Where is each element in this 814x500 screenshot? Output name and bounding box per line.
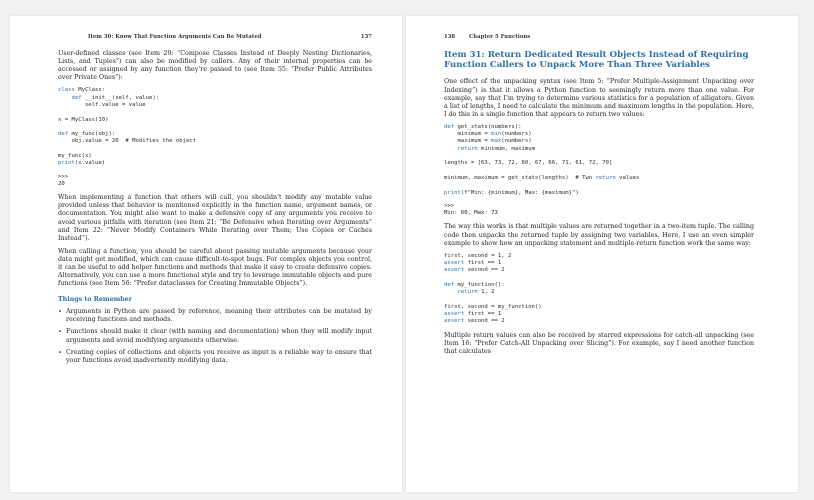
right-output-1: >>> Min: 60, Max: 73 [444,202,498,217]
left-paragraph-2: When implementing a function that others will call, you shouldn’t modify any mutable value provided unless that behavior is mentioned explicitly in the function name, argument names, or documentation. You might also want to make a defensive copy of any arguments you receive to avoid various pitfalls with iteration (see Item 21: “Be Defensive when Iterating over Arguments” and Item 22: “Never Modify Containers While Iterating over Them; Use Copies or Caches Instead”). [58,194,372,242]
right-code-block-2: first, second = 1, 2 assert first == 1 assert second == 2 def my_function(): return 1, 2 first, second = my_function() assert first == 1 assert second == 2 [444,252,542,325]
left-paragraph-3: When calling a function, you should be careful about passing mutable arguments because your data might get modified, which can cause difficult-to-spot bugs. For complex objects you control, it can be useful to add helper functions and methods that make it easy to create defensive copies. Alternatively, you can use a more functional style and try to leverage immutable objects and pure functions (see Item 56: “Prefer dataclasses for Creating Immutable Objects”). [58,247,372,288]
left-header-title: Item 30: Know That Function Arguments Can Be Mutated [88,34,262,40]
left-paragraph-1: User-defined classes (see Item 29: “Compose Classes Instead of Deeply Nesting Dictionaries, Lists, and Tuples”) can also be modified by callers. Any of their internal properties can be accessed or assigned by any function they’re passed to (see Item 55: “Prefer Public Attributes over Private Ones”): [58,50,372,82]
right-paragraph-3: Multiple return values can also be received by starred expressions for catch-all unpacking (see Item 16: “Prefer Catch-All Unpacking over Slicing”). For example, say I need another function that calculates [444,331,754,355]
things-to-remember-heading: Things to Remember [58,296,132,304]
left-page-number: 137 [360,34,372,40]
item-heading [444,50,754,70]
remember-bullet: • Creating copies of collections and objects you receive as input is a reliable way to ensure that your functions avoid inadvertently modifying data. [66,349,372,365]
chapter-label: Chapter 5 Functions [469,34,531,40]
right-running-head [444,34,754,40]
things-to-remember-list [58,308,372,365]
item-number: Item 31: [444,50,485,60]
remember-bullet: • Arguments in Python are passed by reference, meaning their attributes can be mutated by receiving functions and methods. [66,308,372,324]
right-paragraph-2: The way this works is that multiple values are returned together in a two-item tuple. The calling code then unpacks the returned tuple by assigning two variables. Here, I use an even simpler example to show how an unpacking statement and multiple-return function work the same way: [444,223,754,247]
right-code-block-1: def get_stats(numbers): minimum = min(numbers) maximum = max(numbers) return minimum, maximum lengths = [63, 73, 72, 60, 67, 66, 71, 61, 72, 70] minimum, maximum = get_stats(lengths) # Two return values print(f"Min: {minimum}, Max: {maximum}") [444,123,640,196]
right-page-number: 138 [444,34,456,40]
left-page [10,16,402,492]
item-title: Return Dedicated Result Objects Instead of Requiring Function Callers to Unpack More Than Three Variables [444,50,749,71]
left-running-head [58,34,372,40]
right-page [406,16,798,492]
remember-bullet: • Functions should make it clear (with naming and documentation) when they will modify input arguments and avoid modifying arguments otherwise. [66,328,372,344]
right-paragraph-1: One effect of the unpacking syntax (see Item 5: “Prefer Multiple-Assignment Unpacking over Indexing”) is that it allows a Python function to seemingly return more than one value. For example, say that I’m trying to determine various statistics for a population of alligators. Given a list of lengths, I need to calculate the minimum and maximum lengths in the population. Here, I do this in a single function that appears to return two values: [444,78,754,118]
left-code-block-1: class MyClass: def __init__(self, value): self.value = value x = MyClass(10) def my_func(obj): obj.value = 20 # Modifies the object my_func(x) print(x.value) [58,87,197,167]
left-output-1: >>> 20 [58,173,69,187]
